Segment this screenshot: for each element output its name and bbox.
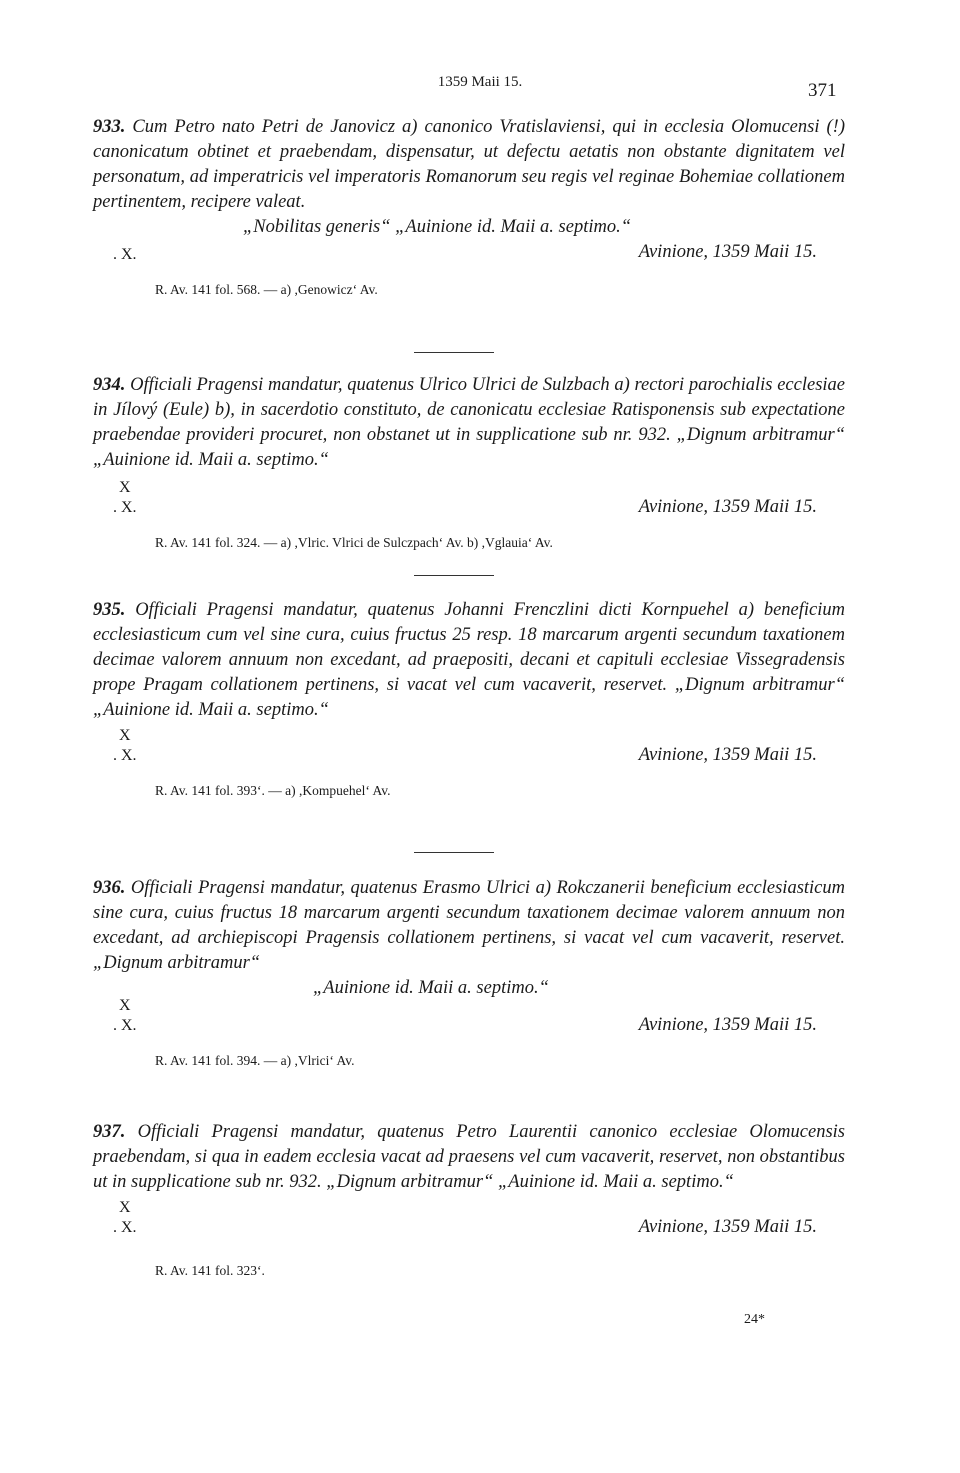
entry-body: Officiali Pragensi mandatur, quatenus Ulrico Ulrici de Sulzbach a) rectori parochialis ecclesiae in Jílový (Eule) b), in sacerdotio constituto, de canonicatu ecclesiae Ratisponensis sub expectatione praebendae provideri procuret, non obstanet ut in supplicatione sub nr. 932. „Dignum arbitramur“ „Auinione id. Maii a. septimo.“	[93, 375, 845, 470]
entry-number: 936.	[93, 878, 126, 898]
archival-reference: R. Av. 141 fol. 394. — a) ,Vlrici‘ Av.	[155, 1053, 355, 1068]
scribe-signature: . X.	[113, 1219, 137, 1236]
scribe-signature: . X.	[113, 246, 137, 263]
entry-number: 937.	[93, 1122, 126, 1142]
scribe-signature-top: X	[119, 479, 131, 496]
entry-body: Officiali Pragensi mandatur, quatenus Erasmo Ulrici a) Rokczanerii beneficium ecclesiasticum sine cura, cuius fructus 18 marcarum argenti secundum taxationem decimae valorem annuum non excedant, ad archiepiscopi Pragensis collationem pertinens, si vacat vel cum vacaverit, reservet. „Dignum arbitramur“	[93, 878, 845, 973]
entry-quote: „Nobilitas generis“ „Auinione id. Maii a. septimo.“	[243, 217, 632, 237]
entry-number: 933.	[93, 117, 126, 137]
place-date: Avinione, 1359 Maii 15.	[638, 242, 817, 262]
scribe-signature-top: X	[119, 997, 131, 1014]
entry-text	[93, 115, 845, 215]
entry-body: Cum Petro nato Petri de Janovicz a) canonico Vratislaviensi, qui in ecclesia Olomucensi (!) canonicatum obtinet et praebendam, dispensatur, ut defectu aetatis non obstante dignitatem vel personatum, ad imperatricis vel imperatoris Romanorum seu regis vel reginae Bohemiae collationem pertinentem, recipere valeat.	[93, 117, 846, 212]
entry-body: Officiali Pragensi mandatur, quatenus Johanni Frenczlini dicti Kornpuehel a) beneficium ecclesiasticum cum vel sine cura, cuius fructus 25 resp. 18 marcarum argenti secundum taxationem decimae valorem annuum non excedant, ad praepositi, decani et capituli ecclesiae Vissegradensis prope Pragam collationem pertinens, si vacat vel cum vacaverit, reservet. „Dignum arbitramur“ „Auinione id. Maii a. septimo.“	[93, 600, 845, 720]
running-header-date: 1359 Maii 15.	[437, 74, 523, 90]
archival-reference: R. Av. 141 fol. 323‘.	[155, 1263, 265, 1278]
entry-935	[93, 598, 845, 799]
entry-text	[93, 876, 845, 976]
signature-row	[93, 1199, 845, 1245]
archival-reference: R. Av. 141 fol. 393‘. — a) ,Kompuehel‘ Av.	[155, 783, 391, 798]
signature-row	[93, 727, 845, 773]
entry-936	[93, 876, 845, 1069]
section-divider	[414, 352, 494, 353]
archival-reference: R. Av. 141 fol. 568. — a) ,Genowicz‘ Av.	[155, 282, 378, 297]
scribe-signature: . X.	[113, 499, 137, 516]
entry-text	[93, 1120, 845, 1195]
archival-reference: R. Av. 141 fol. 324. — a) ,Vlric. Vlrici de Sulczpach‘ Av. b) ,Vglauia‘ Av.	[155, 535, 553, 550]
place-date: Avinione, 1359 Maii 15.	[638, 1217, 817, 1237]
entry-body: Officiali Pragensi mandatur, quatenus Petro Laurentii canonico ecclesiae Olomucensis praebendam, si qua in eadem ecclesia vacat ad praesens vel cum vacaverit, reservet, non obstantibus ut in supplicatione sub nr. 932. „Dignum arbitramur“ „Auinione id. Maii a. septimo.“	[93, 1122, 845, 1192]
entry-number: 935.	[93, 600, 126, 620]
section-divider	[414, 852, 494, 853]
entry-933	[93, 115, 845, 298]
sheet-signature: 24*	[744, 1312, 765, 1327]
entry-quote: „Auinione id. Maii a. septimo.“	[313, 978, 549, 998]
section-divider	[414, 575, 494, 576]
scribe-signature: . X.	[113, 747, 137, 764]
entry-937	[93, 1120, 845, 1279]
place-date: Avinione, 1359 Maii 15.	[638, 745, 817, 765]
place-date: Avinione, 1359 Maii 15.	[638, 497, 817, 517]
place-date: Avinione, 1359 Maii 15.	[638, 1015, 817, 1035]
page-number: 371	[808, 80, 837, 101]
entry-number: 934.	[93, 375, 126, 395]
signature-row	[93, 997, 845, 1043]
scribe-signature-top: X	[119, 727, 131, 744]
entry-text	[93, 598, 845, 723]
signature-row	[93, 240, 845, 272]
entry-text	[93, 373, 845, 473]
signature-row	[93, 479, 845, 525]
entry-934	[93, 373, 845, 551]
scribe-signature: . X.	[113, 1017, 137, 1034]
scribe-signature-top: X	[119, 1199, 131, 1216]
